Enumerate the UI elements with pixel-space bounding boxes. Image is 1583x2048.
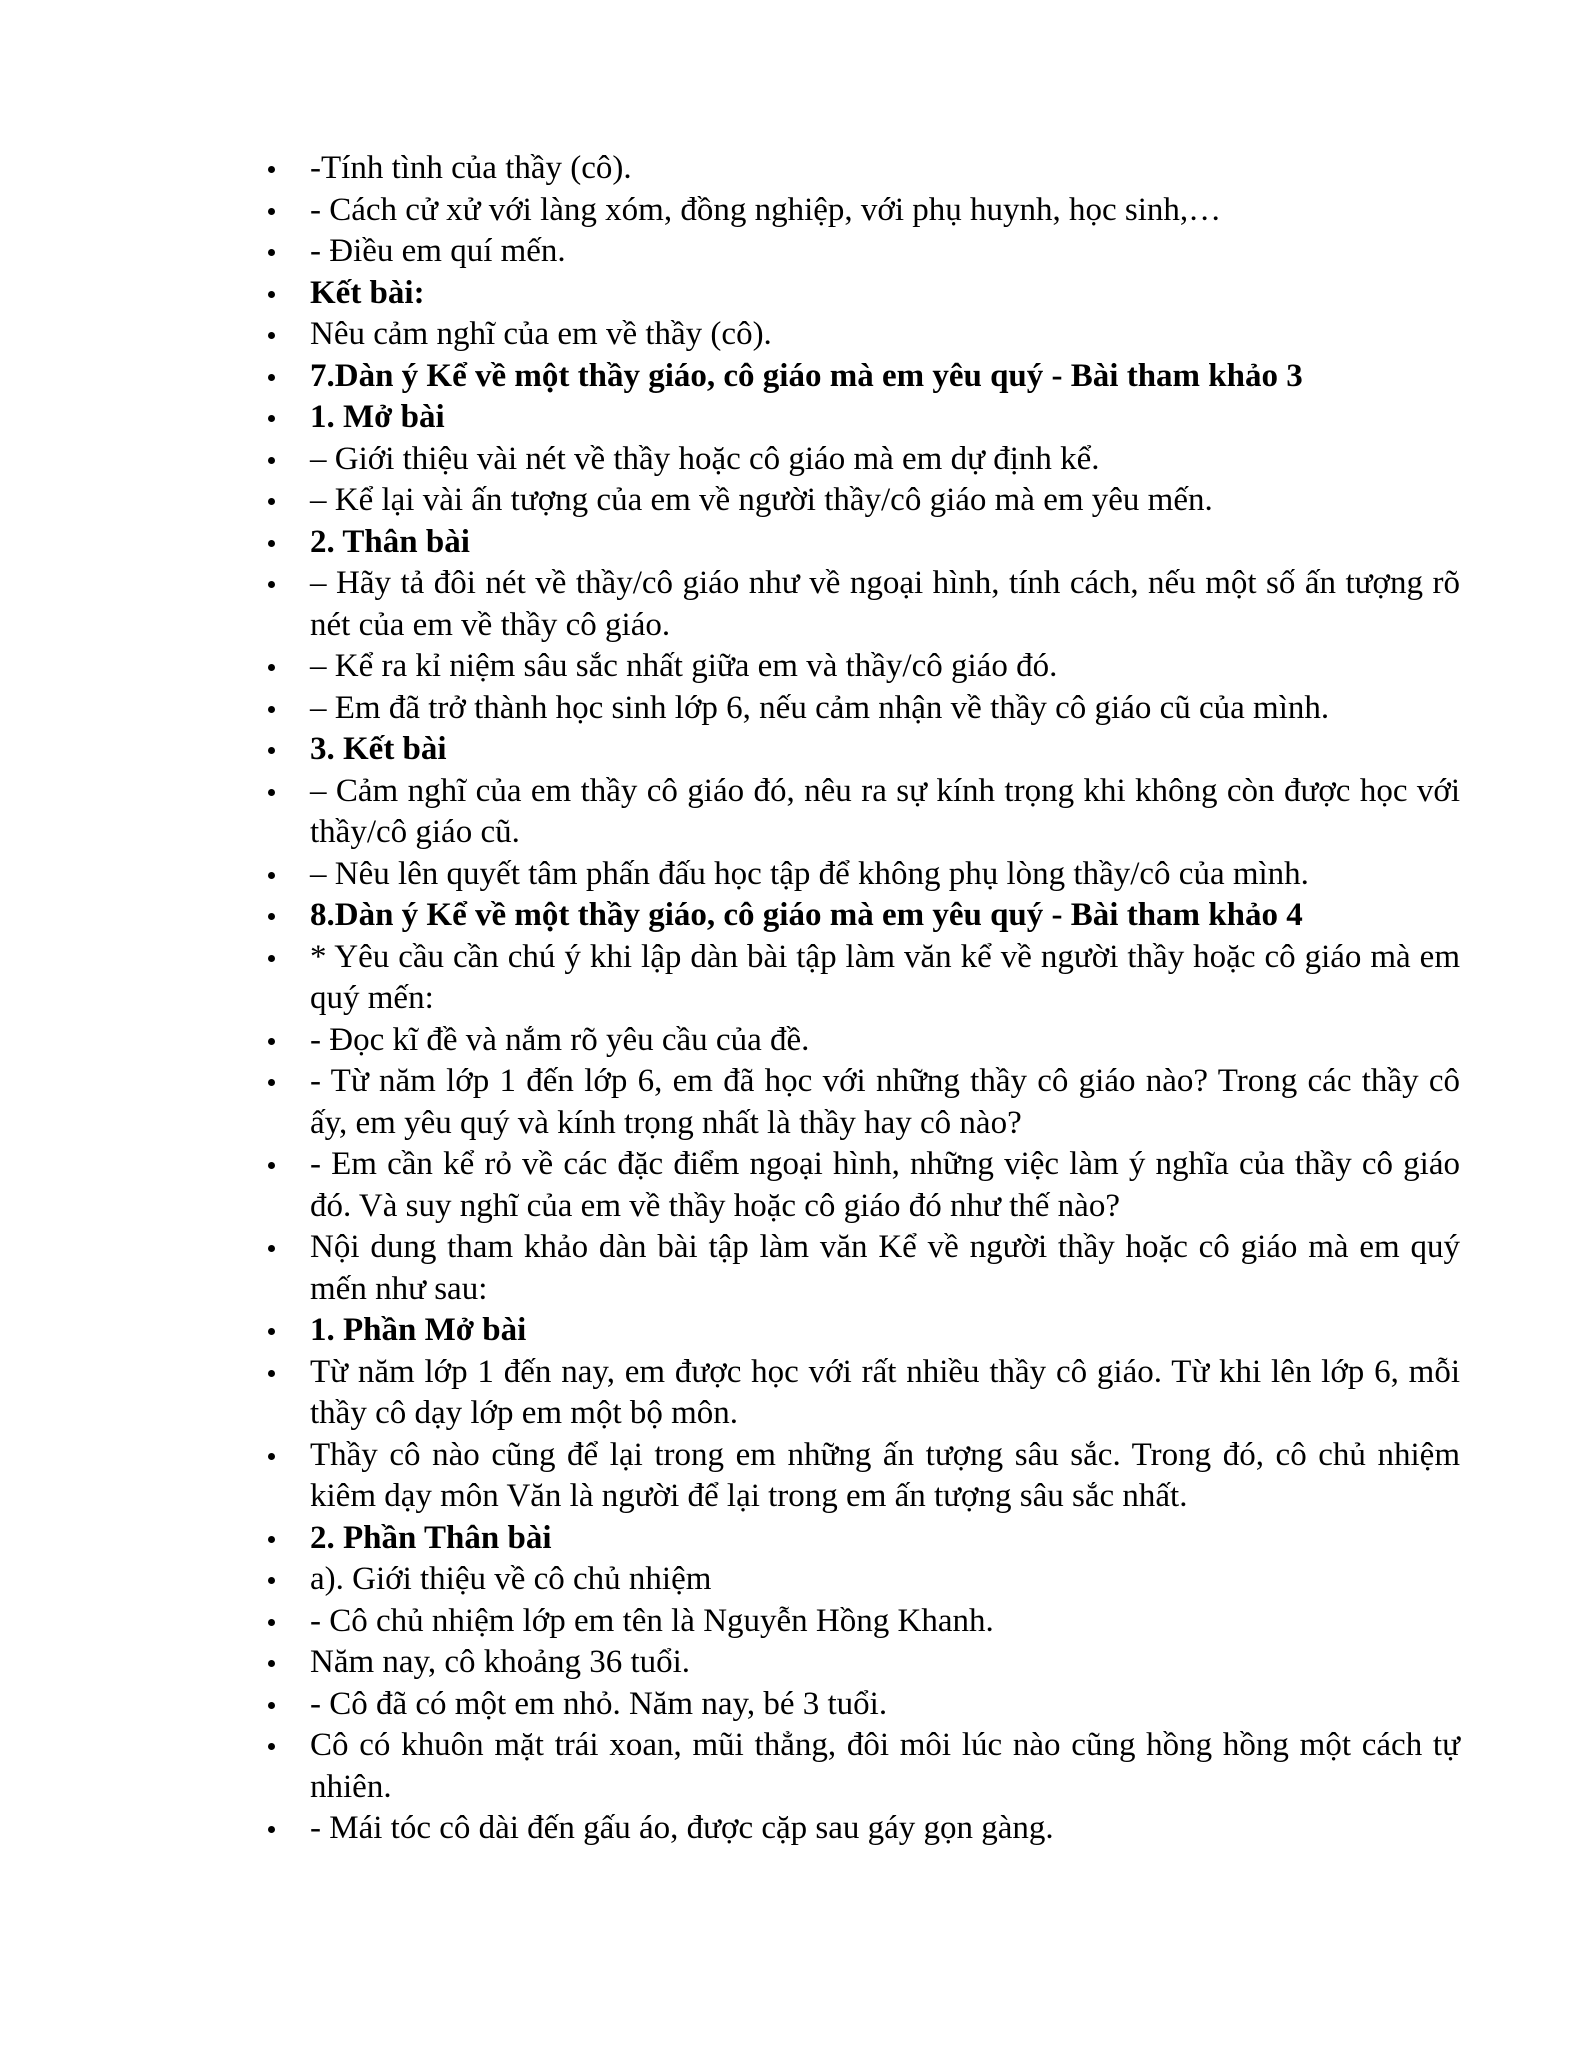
section-heading: 1. Phần Mở bài — [310, 1310, 1460, 1352]
list-item: - Cách cử xử với làng xóm, đồng nghiệp, với phụ huynh, học sinh,… — [310, 190, 1460, 232]
section-heading: 8.Dàn ý Kể về một thầy giáo, cô giáo mà em yêu quý - Bài tham khảo 4 — [310, 895, 1460, 937]
list-item: a). Giới thiệu về cô chủ nhiệm — [310, 1559, 1460, 1601]
list-item: - Em cần kể rỏ về các đặc điểm ngoại hình, những việc làm ý nghĩa của thầy cô giáo đó. Và suy nghĩ của em về thầy hoặc cô giáo đó như thế nào? — [310, 1144, 1460, 1227]
list-item: Thầy cô nào cũng để lại trong em những ấn tượng sâu sắc. Trong đó, cô chủ nhiệm kiêm dạy môn Văn là người để lại trong em ấn tượng sâu sắc nhất. — [310, 1435, 1460, 1518]
section-heading: 7.Dàn ý Kể về một thầy giáo, cô giáo mà em yêu quý - Bài tham khảo 3 — [310, 356, 1460, 398]
list-item: Nội dung tham khảo dàn bài tập làm văn Kể về người thầy hoặc cô giáo mà em quý mến như sau: — [310, 1227, 1460, 1310]
section-heading: 3. Kết bài — [310, 729, 1460, 771]
list-item: * Yêu cầu cần chú ý khi lập dàn bài tập làm văn kể về người thầy hoặc cô giáo mà em quý mến: — [310, 937, 1460, 1020]
list-item: – Hãy tả đôi nét về thầy/cô giáo như về ngoại hình, tính cách, nếu một số ấn tượng rõ nét của em về thầy cô giáo. — [310, 563, 1460, 646]
list-item: Nêu cảm nghĩ của em về thầy (cô). — [310, 314, 1460, 356]
list-item: – Kể ra kỉ niệm sâu sắc nhất giữa em và thầy/cô giáo đó. — [310, 646, 1460, 688]
list-item: – Kể lại vài ấn tượng của em về người thầy/cô giáo mà em yêu mến. — [310, 480, 1460, 522]
section-heading: 1. Mở bài — [310, 397, 1460, 439]
list-item: - Từ năm lớp 1 đến lớp 6, em đã học với những thầy cô giáo nào? Trong các thầy cô ấy, em yêu quý và kính trọng nhất là thầy hay cô nào? — [310, 1061, 1460, 1144]
list-item: - Mái tóc cô dài đến gấu áo, được cặp sau gáy gọn gàng. — [310, 1808, 1460, 1850]
list-item: Từ năm lớp 1 đến nay, em được học với rất nhiều thầy cô giáo. Từ khi lên lớp 6, mỗi thầy cô dạy lớp em một bộ môn. — [310, 1352, 1460, 1435]
list-item: – Giới thiệu vài nét về thầy hoặc cô giáo mà em dự định kể. — [310, 439, 1460, 481]
list-item: Cô có khuôn mặt trái xoan, mũi thẳng, đôi môi lúc nào cũng hồng hồng một cách tự nhiên. — [310, 1725, 1460, 1808]
list-item: - Đọc kĩ đề và nắm rõ yêu cầu của đề. — [310, 1020, 1460, 1062]
list-item: – Cảm nghĩ của em thầy cô giáo đó, nêu ra sự kính trọng khi không còn được học với thầy/cô giáo cũ. — [310, 771, 1460, 854]
list-item: - Cô chủ nhiệm lớp em tên là Nguyễn Hồng Khanh. — [310, 1601, 1460, 1643]
list-item: Năm nay, cô khoảng 36 tuổi. — [310, 1642, 1460, 1684]
list-item: – Em đã trở thành học sinh lớp 6, nếu cảm nhận về thầy cô giáo cũ của mình. — [310, 688, 1460, 730]
section-heading: 2. Thân bài — [310, 522, 1460, 564]
list-item: – Nêu lên quyết tâm phấn đấu học tập để không phụ lòng thầy/cô của mình. — [310, 854, 1460, 896]
section-heading: 2. Phần Thân bài — [310, 1518, 1460, 1560]
section-heading: Kết bài: — [310, 273, 1460, 315]
list-item: -Tính tình của thầy (cô). — [310, 148, 1460, 190]
list-item: - Cô đã có một em nhỏ. Năm nay, bé 3 tuổi. — [310, 1684, 1460, 1726]
bullet-list — [310, 148, 1460, 1850]
list-item: - Điều em quí mến. — [310, 231, 1460, 273]
